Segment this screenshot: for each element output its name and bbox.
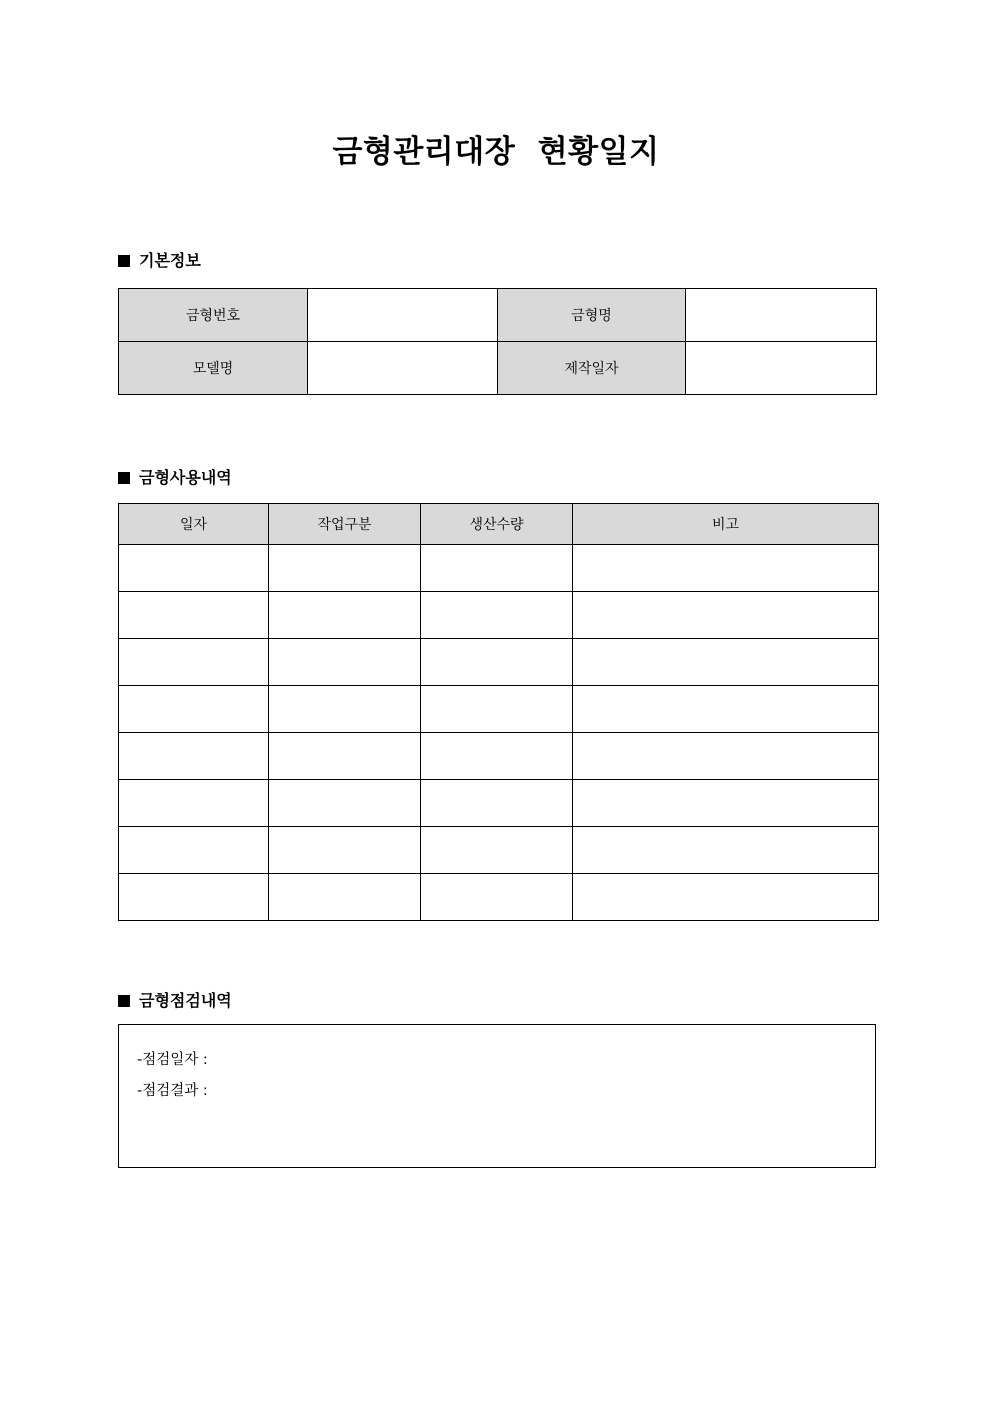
field-value-model-name[interactable]: [308, 342, 498, 395]
field-value-manufacture-date[interactable]: [686, 342, 877, 395]
table-cell[interactable]: [573, 686, 879, 733]
inspection-date-line: -점검일자 :: [137, 1052, 208, 1068]
table-cell[interactable]: [119, 827, 269, 874]
table-cell[interactable]: [119, 733, 269, 780]
section-heading-usage-history: [118, 467, 232, 489]
table-cell[interactable]: [421, 827, 573, 874]
table-row: [119, 639, 879, 686]
section-heading-basic-info-label: 기본정보: [139, 251, 201, 270]
usage-history-table: [118, 503, 879, 921]
table-cell[interactable]: [421, 592, 573, 639]
field-value-mold-name[interactable]: [686, 289, 877, 342]
table-cell[interactable]: [573, 780, 879, 827]
table-cell[interactable]: [573, 545, 879, 592]
table-cell[interactable]: [119, 686, 269, 733]
table-row: [119, 342, 877, 395]
section-heading-basic-info: [118, 250, 201, 272]
field-label-mold-number: 금형번호: [119, 289, 308, 342]
table-cell[interactable]: [573, 827, 879, 874]
table-cell[interactable]: [269, 639, 421, 686]
table-cell[interactable]: [573, 639, 879, 686]
section-heading-inspection-history-label: 금형점검내역: [139, 991, 232, 1010]
table-row: [119, 827, 879, 874]
table-cell[interactable]: [119, 639, 269, 686]
table-row: [119, 733, 879, 780]
table-cell[interactable]: [421, 545, 573, 592]
table-cell[interactable]: [573, 592, 879, 639]
column-header-date: 일자: [119, 504, 269, 545]
table-row: [119, 289, 877, 342]
table-row: [119, 874, 879, 921]
table-cell[interactable]: [421, 639, 573, 686]
table-header-row: [119, 504, 879, 545]
column-header-production-quantity: 생산수량: [421, 504, 573, 545]
table-row: [119, 545, 879, 592]
column-header-remarks: 비고: [573, 504, 879, 545]
table-cell[interactable]: [573, 874, 879, 921]
inspection-history-box[interactable]: [118, 1024, 876, 1168]
field-label-mold-name: 금형명: [498, 289, 686, 342]
page-title: 금형관리대장 현황일지: [332, 134, 660, 170]
table-row: [119, 686, 879, 733]
table-cell[interactable]: [421, 874, 573, 921]
table-cell[interactable]: [269, 592, 421, 639]
field-label-model-name: 모델명: [119, 342, 308, 395]
bullet-square-icon: [118, 255, 130, 267]
section-heading-usage-history-label: 금형사용내역: [139, 468, 232, 487]
table-cell[interactable]: [421, 780, 573, 827]
table-cell[interactable]: [421, 686, 573, 733]
bullet-square-icon: [118, 995, 130, 1007]
table-cell[interactable]: [269, 780, 421, 827]
table-row: [119, 780, 879, 827]
table-cell[interactable]: [119, 545, 269, 592]
table-cell[interactable]: [269, 874, 421, 921]
field-value-mold-number[interactable]: [308, 289, 498, 342]
table-cell[interactable]: [269, 733, 421, 780]
bullet-square-icon: [118, 472, 130, 484]
table-cell[interactable]: [119, 780, 269, 827]
table-cell[interactable]: [573, 733, 879, 780]
table-cell[interactable]: [269, 686, 421, 733]
section-heading-inspection-history: [118, 990, 232, 1012]
field-label-manufacture-date: 제작일자: [498, 342, 686, 395]
table-row: [119, 592, 879, 639]
table-cell[interactable]: [119, 592, 269, 639]
basic-info-table: [118, 288, 877, 395]
inspection-result-line: -점검결과 :: [137, 1083, 208, 1099]
table-cell[interactable]: [119, 874, 269, 921]
table-cell[interactable]: [269, 545, 421, 592]
column-header-work-type: 작업구분: [269, 504, 421, 545]
table-cell[interactable]: [421, 733, 573, 780]
table-cell[interactable]: [269, 827, 421, 874]
